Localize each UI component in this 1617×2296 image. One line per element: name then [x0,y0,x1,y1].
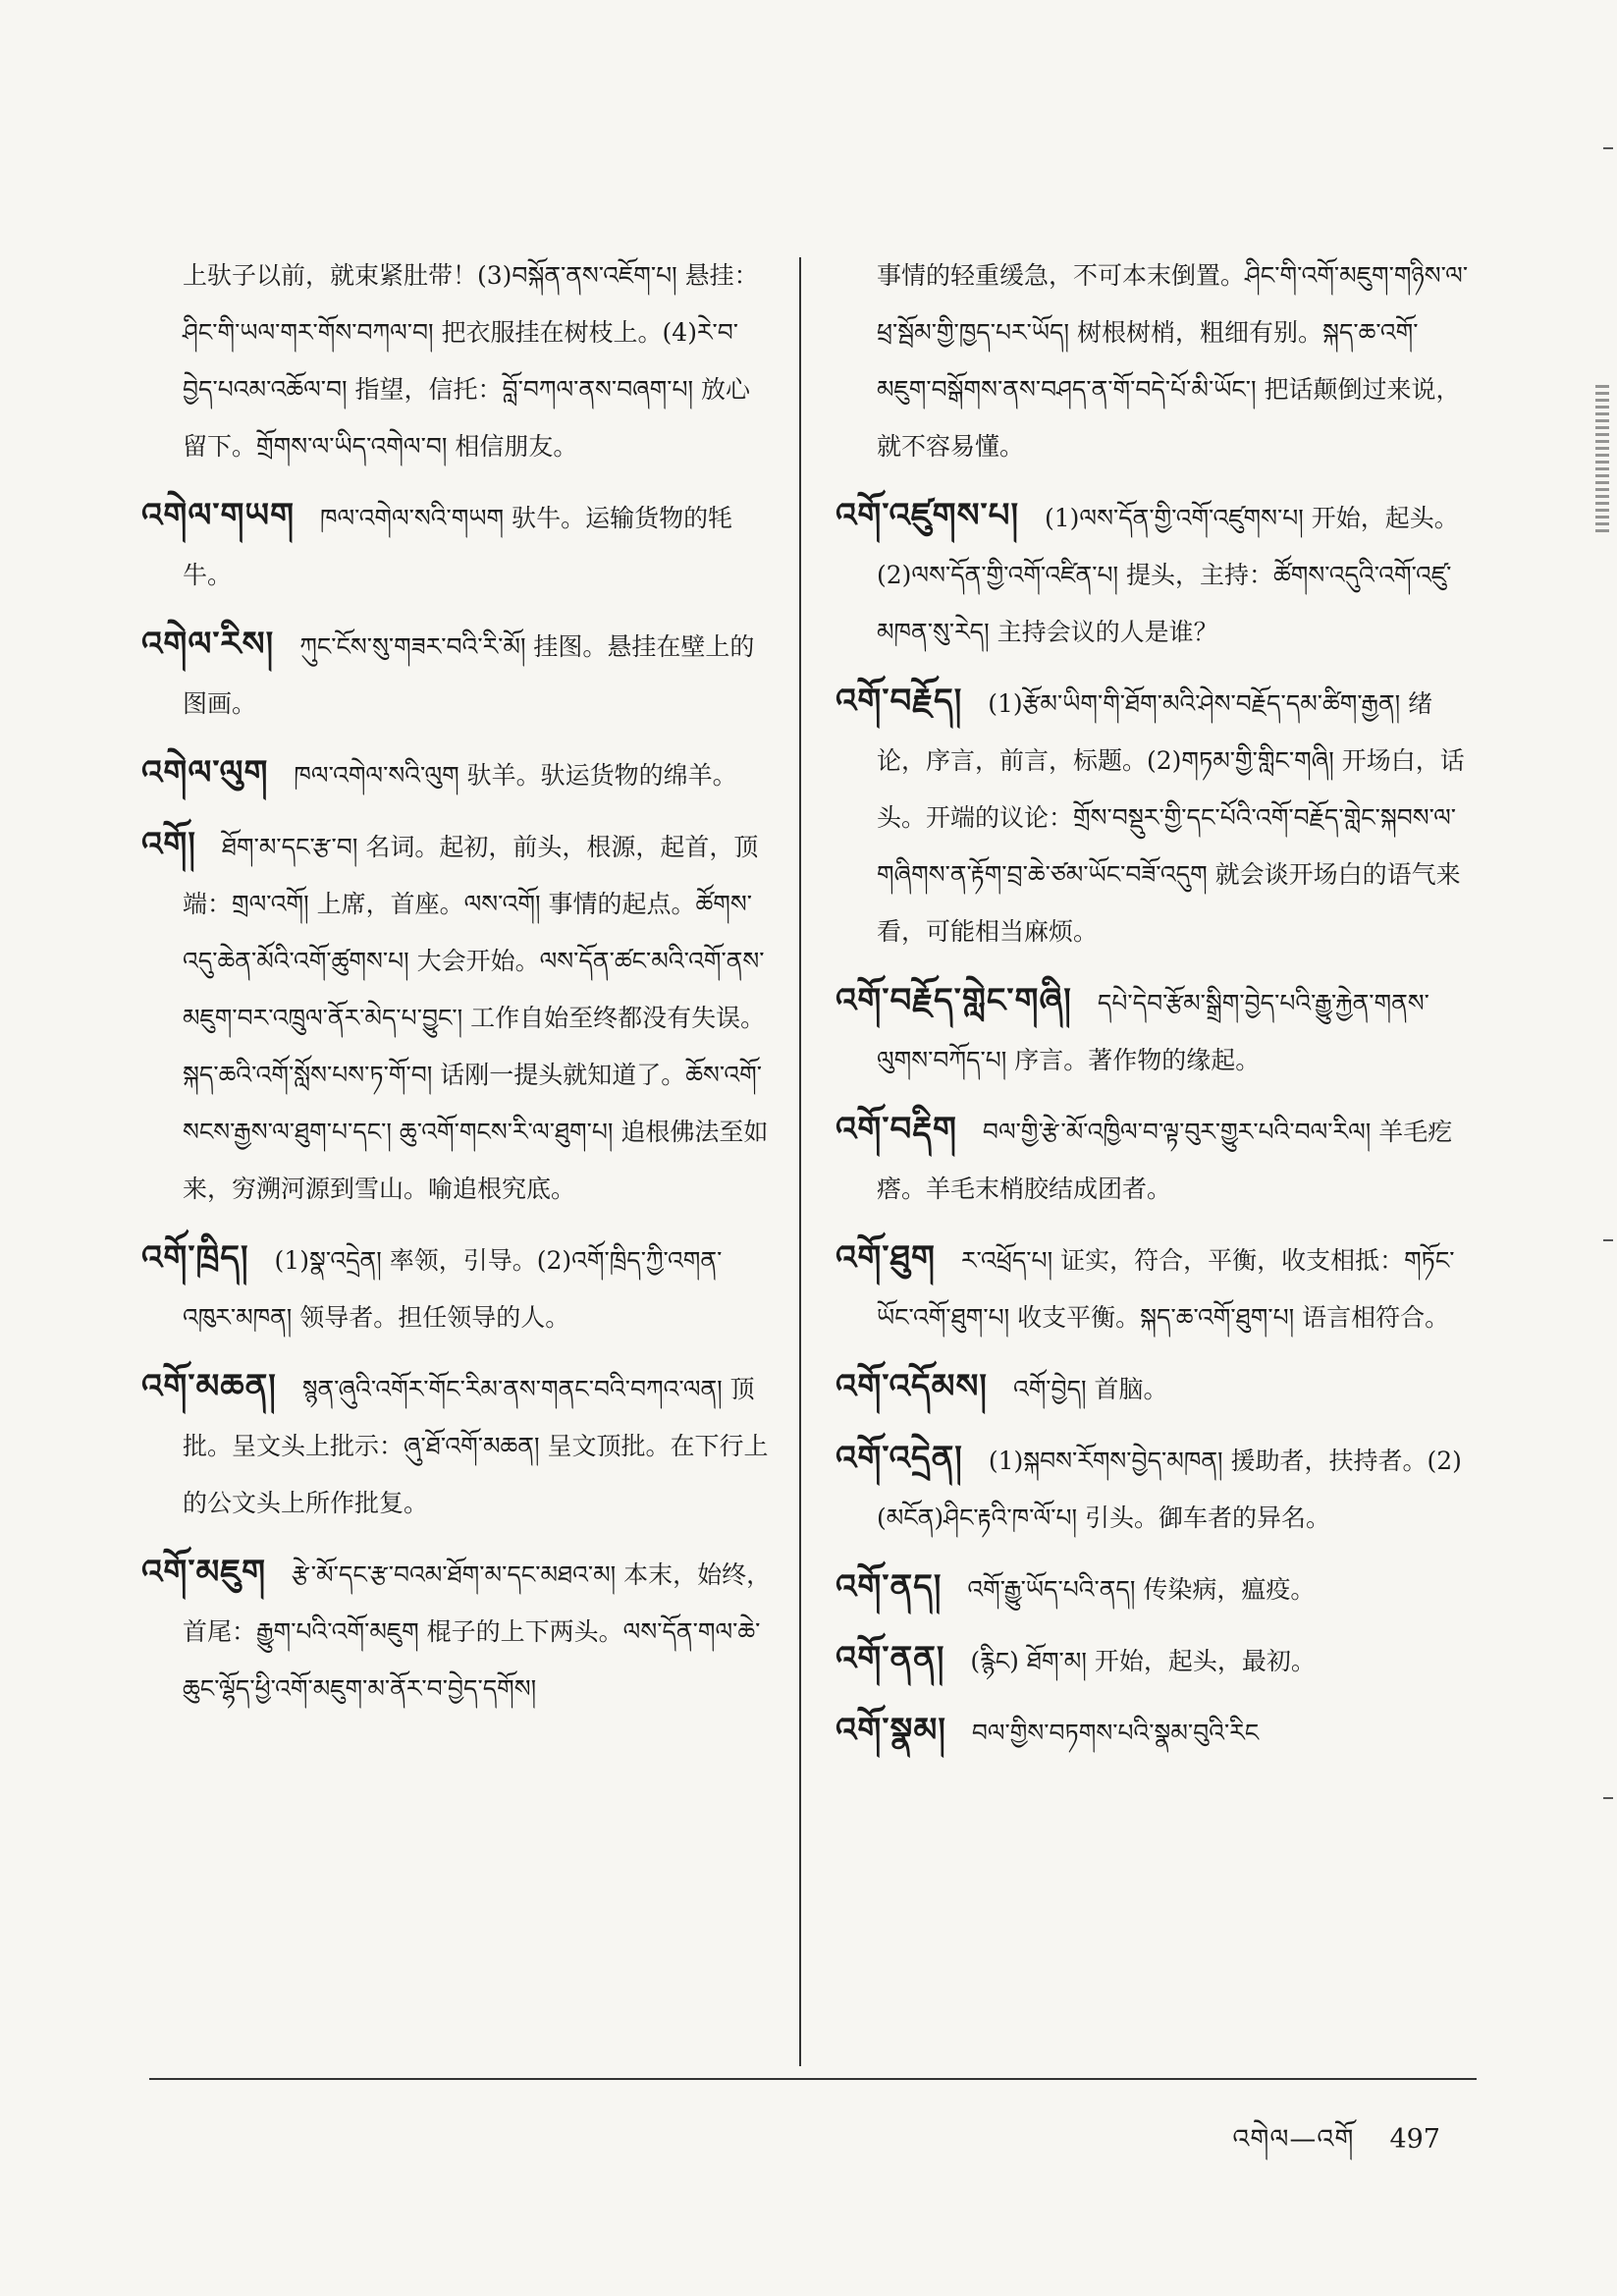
dictionary-entry [141,1358,772,1532]
entry-definition: (1)ལས་དོན་གྱི་འགོ་འཛུགས་པ། 开始，起头。(2)ལས་དོན་གྱི་འགོ་འཛིན་པ། 提头，主持：ཚོགས་འདུའི་འགོ་འཛུ་མཁན་སུ་རེད། 主持会议的人是谁？ [877,504,1459,646]
entry-headword: འགོ། [141,825,196,864]
dictionary-entry [141,1544,772,1718]
dictionary-entry [141,744,772,804]
entry-headword: འགོ་མཆན། [141,1367,277,1406]
entry-headword: འགོ་བརྡིག [835,1110,957,1149]
dictionary-entry [141,1230,772,1346]
entry-definition: ཀུང་ངོས་སུ་གཟར་བའི་རི་མོ། 挂图。悬挂在壁上的图画。 [183,632,755,718]
left-column [141,247,772,1729]
scan-edge-mark [1595,385,1609,532]
dictionary-entry [835,972,1472,1089]
entry-definition: ར་འཕྲོད་པ། 证实，符合，平衡，收支相抵：གཏོང་ཡོང་འགོ་ཐུག་པ། 收支平衡。སྐད་ཆ་འགོ་ཐུག་པ། 语言相符合。 [877,1246,1455,1332]
entry-headword: འགོ་འཛུགས་པ། [835,496,1020,535]
entry-headword: འགོ་བརྗོད་གླེང་གཞི། [835,981,1072,1020]
dictionary-entry [835,1558,1472,1618]
entry-definition: འགོ་རྒྱུ་ཡོད་པའི་ནད། 传染病，瘟疫。 [967,1575,1316,1604]
entry-definition: 上驮子以前，就束紧肚带！(3)བསྐོན་ནས་འཇོག་པ། 悬挂：ཤིང་གི་ཡལ་གར་གོས་བཀལ་བ། 把衣服挂在树枝上。(4)རེ་བ་བྱེད་པའམ་འཆོལ་བ། 指望，信托：བློ་བཀལ་ནས་བཞག་པ། 放心留下。གྲོགས་ལ་ཡིད་འགེལ་བ། 相信朋友。 [183,261,759,461]
dictionary-entry [835,1702,1472,1762]
dictionary-entry [835,1101,1472,1218]
entry-definition: བལ་གྱིས་བཏགས་པའི་སྣམ་བུའི་རིང [971,1719,1260,1747]
page-footer [1232,2109,1440,2184]
entry-headword: འགེལ་རིས། [141,625,275,664]
entry-definition: ཁལ་འགེལ་སའི་གཡག 驮牛。运输货物的牦牛。 [183,504,733,589]
column-divider [799,257,801,2066]
dictionary-entry [835,487,1472,661]
entry-continuation [183,247,772,475]
entry-continuation [877,247,1472,475]
entry-definition: རྩེ་མོ་དང་རྩ་བའམ་ཐོག་མ་དང་མཐའ་མ། 本末，始终，首尾：རྒྱུག་པའི་འགོ་མཇུག 棍子的上下两头。ལས་དོན་གལ་ཆེ་ཆུང་ལྷོད་ཕྱི་འགོ་མཇུག་མ་ནོར་བ་བྱེད་དགོས། [183,1560,772,1703]
entry-headword: འགེལ་ལུག [141,753,269,793]
entry-definition: དཔེ་དེབ་རྩོམ་སྒྲིག་བྱེད་པའི་རྒྱུ་རྐྱེན་གནས་ལུགས་བཀོད་པ། 序言。著作物的缘起。 [877,989,1429,1074]
dictionary-entry [835,673,1472,960]
dictionary-entry [835,1358,1472,1418]
entry-definition: འགོ་བྱེད། 首脑。 [1012,1375,1168,1403]
entry-headword: འགོ་མཇུག [141,1553,267,1592]
entry-headword: འགོ་སྣམ། [835,1711,946,1750]
entry-definition: སྙན་ཞུའི་འགོར་གོང་རིམ་ནས་གནང་བའི་བཀའ་ལན། 顶批。呈文头上批示：ཞུ་ཐོ་འགོ་མཆན། 呈文顶批。在下行上的公文头上所作批复。 [183,1375,769,1517]
dictionary-entry [835,1430,1472,1547]
entry-definition: ཁལ་འགེལ་སའི་ལུག 驮羊。驮运货物的绵羊。 [294,761,737,790]
footer-rule [149,2078,1477,2080]
entry-headword: འགོ་ཐུག [835,1238,936,1278]
entry-headword: འགོ་ཁྲིད། [141,1238,249,1278]
entry-headword: འགོ་ནན། [835,1639,945,1678]
entry-definition: (1)སྣ་འདྲེན། 率领，引导。(2)འགོ་ཁྲིད་ཀྱི་འགན་འཁུར་མཁན། 领导者。担任领导的人。 [183,1246,723,1332]
page-number: 497 [1389,2124,1440,2155]
entry-headword: འགོ་འདོམས། [835,1367,988,1406]
entry-headword: འགོ་བརྗོད། [835,682,963,721]
scan-edge-dash [1603,147,1613,149]
running-head-range: འགེལ—འགོ [1232,2124,1355,2155]
entry-definition: ཐོག་མ་དང་རྩ་བ། 名词。起初，前头，根源，起首，顶端：གྲལ་འགོ། 上席，首座。ལས་འགོ། 事情的起点。ཚོགས་འདུ་ཆེན་མོའི་འགོ་ཚུགས་པ། 大会开始。ལས་དོན་ཚང་མའི་འགོ་ནས་མཇུག་བར་འཁྲུལ་ནོར་མེད་པ་བྱུང་། 工作自始至终都没有失误。སྐད་ཆའི་འགོ་སློས་པས་ཏ་གོ་བ། 话刚一提头就知道了。ཆོས་འགོ་སངས་རྒྱས་ལ་ཐུག་པ་དང་། ཆུ་འགོ་གངས་རི་ལ་ཐུག་པ། 追根佛法至如来，穷溯河源到雪山。喻追根究底。 [183,833,769,1203]
entry-definition: བལ་གྱི་རྩེ་མོ་འཁྱིལ་བ་ལྟ་བུར་གྱུར་པའི་བལ་རིལ། 羊毛疙瘩。羊毛末梢胶结成团者。 [877,1118,1453,1203]
entry-definition: 事情的轻重缓急，不可本末倒置。ཤིང་གི་འགོ་མཇུག་གཉིས་ལ་ཕྲ་སྦོམ་གྱི་ཁྱད་པར་ཡོད། 树根树梢，粗细有别。སྐད་ཆ་འགོ་མཇུག་བསྒོགས་ནས་བཤད་ན་གོ་བདེ་པོ་མི་ཡོང་། 把话颠倒过来说，就不容易懂。 [877,261,1469,461]
entry-definition: (1)རྩོམ་ཡིག་གི་ཐོག་མའི་ཤེས་བརྗོད་དམ་ཚིག་རྒྱན། 绪论，序言，前言，标题。(2)གཏམ་གྱི་གླིང་གཞི། 开场白，话头。开端的议论：གྲོས་བསྡུར་གྱི་དང་པོའི་འགོ་བརྗོད་གླེང་སྐབས་ལ་གཞིགས་ན་རྟོག་བྲ་ཆེ་ཙམ་ཡོང་བཟོ་འདུག 就会谈开场白的语气来看，可能相当麻烦。 [877,689,1465,946]
right-column [835,247,1472,1774]
entry-headword: འགོ་ནད། [835,1567,943,1607]
entry-definition: (1)སྐབས་རོགས་བྱེད་མཁན། 援助者，扶持者。(2)(མངོན)ཤིང་རྟའི་ཁ་ལོ་པ། 引头。御车者的异名。 [877,1447,1462,1532]
dictionary-entry [141,816,772,1218]
scan-edge-dash [1603,1797,1613,1799]
dictionary-entry [141,487,772,604]
scan-edge-dash [1603,1239,1613,1241]
dictionary-entry [141,616,772,733]
entry-headword: འགོ་འདྲེན། [835,1439,963,1478]
entry-definition: (རྙིང) ཐོག་མ། 开始，起头，最初。 [970,1647,1316,1675]
dictionary-entry [835,1630,1472,1690]
dictionary-entry [835,1230,1472,1346]
entry-headword: འགེལ་གཡག [141,496,296,535]
